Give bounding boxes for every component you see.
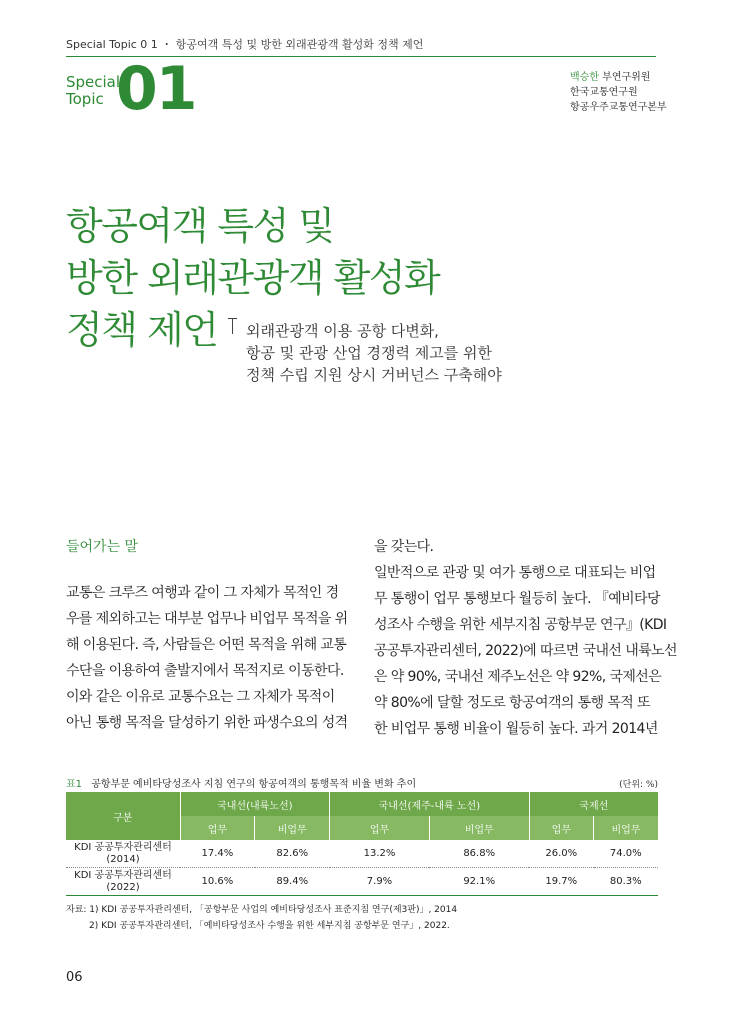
body-line: 교통은 크루즈 여행과 같이 그 자체가 목적인 경 — [66, 585, 339, 601]
table-notes — [66, 902, 457, 934]
body-line: 우를 제외하고는 대부분 업무나 비업무 목적을 위 — [66, 611, 348, 627]
sub-header: 업무 — [529, 816, 593, 840]
table-cell: 7.9% — [330, 868, 430, 896]
body-line: 일반적으로 관광 및 여가 통행으로 대표되는 비업 — [374, 565, 656, 581]
author-block — [570, 70, 667, 115]
author-org1: 한국교통연구원 — [570, 87, 638, 98]
row-label-line1: KDI 공공투자관리센터 — [74, 841, 172, 853]
body-line: 해 이용된다. 즉, 사람들은 어떤 목적을 위해 교통 — [66, 637, 347, 653]
table-cell: 92.1% — [429, 868, 529, 896]
sub-header: 비업무 — [594, 816, 659, 840]
table-cell: 89.4% — [255, 868, 330, 896]
author-org2: 항공우주교통연구본부 — [570, 102, 667, 113]
subtitle-line2: 항공 및 관광 산업 경쟁력 제고를 위한 — [246, 344, 492, 362]
sub-header: 비업무 — [429, 816, 529, 840]
table-caption — [66, 775, 416, 790]
page-number: 06 — [66, 970, 83, 985]
table-cell: 19.7% — [529, 868, 593, 896]
author-role: 부연구위원 — [602, 72, 651, 83]
table-unit: (단위: %) — [619, 780, 658, 790]
body-line: 아닌 통행 목적을 달성하기 위한 파생수요의 성격 — [66, 715, 348, 731]
col-header-category: 구분 — [66, 792, 180, 840]
body-column-left — [66, 580, 348, 736]
group-header: 국제선 — [529, 792, 658, 816]
table-label: 표1 — [66, 779, 83, 790]
table-row — [66, 840, 658, 868]
subtitle-line3: 정책 수립 지원 상시 거버넌스 구축해야 — [246, 366, 502, 384]
table-row — [66, 868, 658, 896]
sub-header: 업무 — [180, 816, 255, 840]
section-heading: 들어가는 말 — [66, 539, 139, 555]
table-cell: 74.0% — [594, 840, 659, 868]
table-cell: 26.0% — [529, 840, 593, 868]
sub-header: 업무 — [330, 816, 430, 840]
table-caption-text: 공항부문 예비타당성조사 지침 연구의 항공여객의 통행목적 비율 변화 추이 — [91, 779, 417, 790]
row-label-line2: (2022) — [106, 881, 140, 893]
body-line: 수단을 이용하여 출발지에서 목적지로 이동한다. — [66, 663, 344, 679]
topic-label-line2: Topic — [66, 90, 104, 108]
body-line: 한 비업무 통행 비율이 월등히 높다. 과거 2014년 — [374, 721, 658, 737]
topic-label-line1: Special — [66, 73, 121, 91]
body-column-right — [374, 534, 677, 742]
title-line1: 항공여객 특성 및 — [66, 204, 334, 248]
running-header: Special Topic 0 1 ・ 항공여객 특성 및 방한 외래관광객 활성화 정책 제언 — [66, 38, 424, 51]
row-label — [66, 868, 180, 896]
row-label-line2: (2014) — [106, 853, 140, 865]
table-cell: 82.6% — [255, 840, 330, 868]
title-line3: 정책 제언 — [66, 308, 218, 352]
table-cell: 13.2% — [330, 840, 430, 868]
group-header: 국내선(제주-내륙 노선) — [330, 792, 529, 816]
table-cell: 86.8% — [429, 840, 529, 868]
body-line: 성조사 수행을 위한 세부지침 공항부문 연구』(KDI — [374, 617, 667, 633]
article-subtitle — [246, 320, 502, 386]
subtitle-line1: 외래관광객 이용 공항 다변화, — [246, 322, 439, 340]
body-line: 은 약 90%, 국내선 제주노선은 약 92%, 국제선은 — [374, 669, 662, 685]
table-cell: 17.4% — [180, 840, 255, 868]
note-line2: 2) KDI 공공투자관리센터, 「예비타당성조사 수행을 위한 세부지침 공항부문 연구」, 2022. — [89, 921, 450, 931]
data-table — [66, 792, 658, 896]
body-line: 공공투자관리센터, 2022)에 따르면 국내선 내륙노선 — [374, 643, 677, 659]
body-line: 이와 같은 이유로 교통수요는 그 자체가 목적이 — [66, 689, 335, 705]
group-header: 국내선(내륙노선) — [180, 792, 330, 816]
row-label — [66, 840, 180, 868]
author-name: 백승한 — [570, 72, 599, 83]
body-line: 을 갖는다. — [374, 539, 434, 555]
table-cell: 80.3% — [594, 868, 659, 896]
row-label-line1: KDI 공공투자관리센터 — [74, 869, 172, 881]
note-line1: 자료: 1) KDI 공공투자관리센터, 「공항부문 사업의 예비타당성조사 표준지침 연구(제3판)」, 2014 — [66, 905, 458, 915]
topic-number: 01 — [116, 54, 196, 124]
body-line: 무 통행이 업무 통행보다 월등히 높다. 『예비타당 — [374, 591, 660, 607]
title-line2: 방한 외래관광객 활성화 — [66, 256, 440, 300]
table-cell: 10.6% — [180, 868, 255, 896]
body-line: 약 80%에 달할 정도로 항공여객의 통행 목적 또 — [374, 695, 650, 711]
topic-label — [66, 74, 120, 108]
sub-header: 비업무 — [255, 816, 330, 840]
